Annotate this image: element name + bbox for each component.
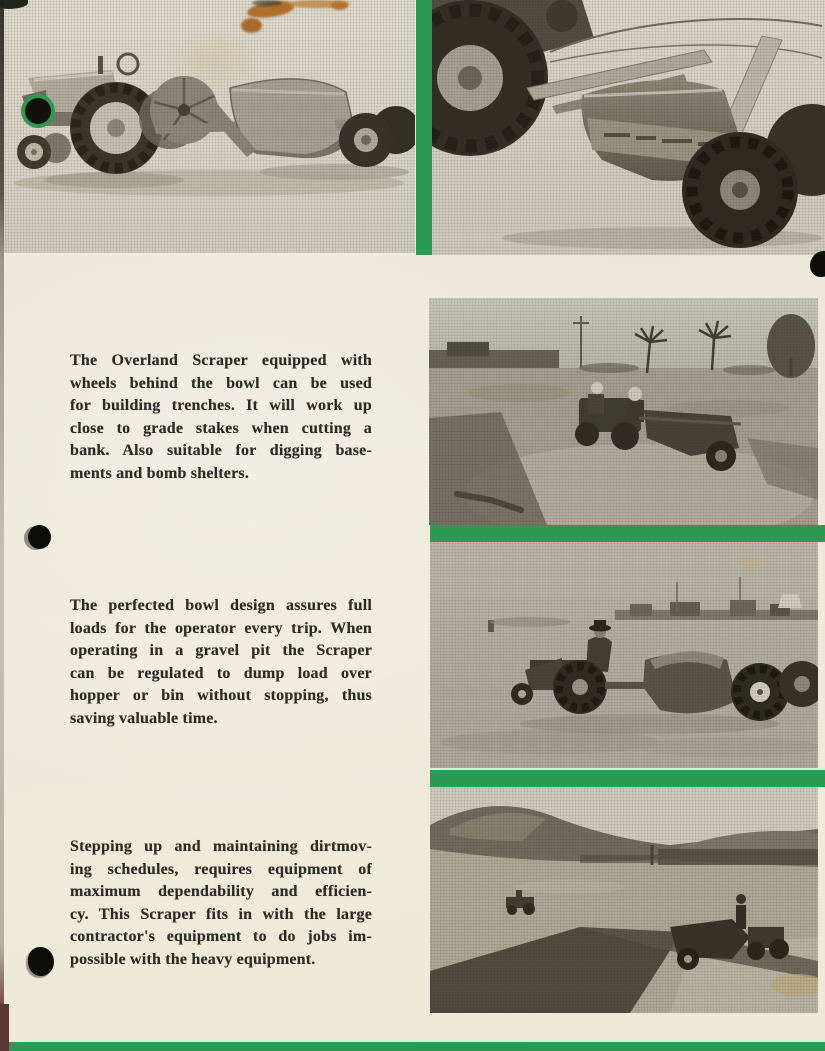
paragraph-line: The perfected bowl design assures full: [70, 597, 372, 614]
photo-gravel-pit: [430, 542, 818, 768]
treeline: [658, 849, 818, 865]
paragraph-line: ing schedules, requires equipment of: [70, 860, 372, 878]
bottom-left-edge-mark: [0, 1004, 9, 1051]
paragraph-line: possible with the heavy equipment.: [70, 950, 316, 968]
valley-scene-illustration: [430, 787, 818, 1013]
hole-punch-top: [25, 98, 51, 124]
paragraph-dependability: [70, 836, 372, 971]
page-left-edge: [0, 0, 4, 1051]
paragraph-line: bank. Also suitable for digging base-: [70, 442, 372, 459]
hole-punch-middle: [28, 525, 51, 549]
faint-yellow-stain: [170, 30, 260, 90]
paragraph-line: operating in a gravel pit the Scraper: [70, 642, 372, 659]
scraper-closeup-illustration: [432, 0, 825, 255]
rust-stain: [331, 1, 348, 10]
paragraph-line: loads for the operator every trip. When: [70, 619, 372, 637]
paragraph-line: close to grade stakes when cutting a: [70, 419, 372, 437]
paragraph-line: ments and bomb shelters.: [70, 464, 250, 482]
paragraph-line: for building trenches. It will work up: [70, 397, 372, 414]
green-divider-1: [430, 525, 825, 542]
trench-scene-illustration: [429, 298, 818, 525]
paragraph-line: The Overland Scraper equipped with: [70, 352, 372, 369]
green-divider-vertical: [416, 0, 432, 255]
photo-trench-scene: [429, 298, 818, 525]
ink-smudge: [252, 0, 282, 6]
paragraph-line: hopper or bin without stopping, thus: [70, 687, 372, 704]
paragraph-line: maximum dependability and efficien-: [70, 883, 372, 900]
paragraph-line: Stepping up and maintaining dirtmov-: [70, 838, 372, 855]
paragraph-line: contractor's equipment to do jobs im-: [70, 928, 372, 945]
faint-yellow-stain: [735, 552, 769, 574]
green-footer-bar: [5, 1042, 825, 1051]
photo-valley-scene: [430, 787, 818, 1013]
paragraph-trenching: [70, 350, 372, 485]
paragraph-line: wheels behind the bowl can be used: [70, 374, 372, 392]
photo-scraper-closeup: [432, 0, 825, 255]
green-divider-2: [430, 770, 825, 787]
paragraph-line: can be regulated to dump load over: [70, 664, 372, 682]
paragraph-bowl-design: [70, 595, 372, 730]
hole-punch-bottom: [28, 947, 54, 976]
gravel-pit-illustration: [430, 542, 818, 768]
paragraph-line: cy. This Scraper fits in with the large: [70, 905, 372, 923]
paragraph-line: saving valuable time.: [70, 709, 218, 727]
